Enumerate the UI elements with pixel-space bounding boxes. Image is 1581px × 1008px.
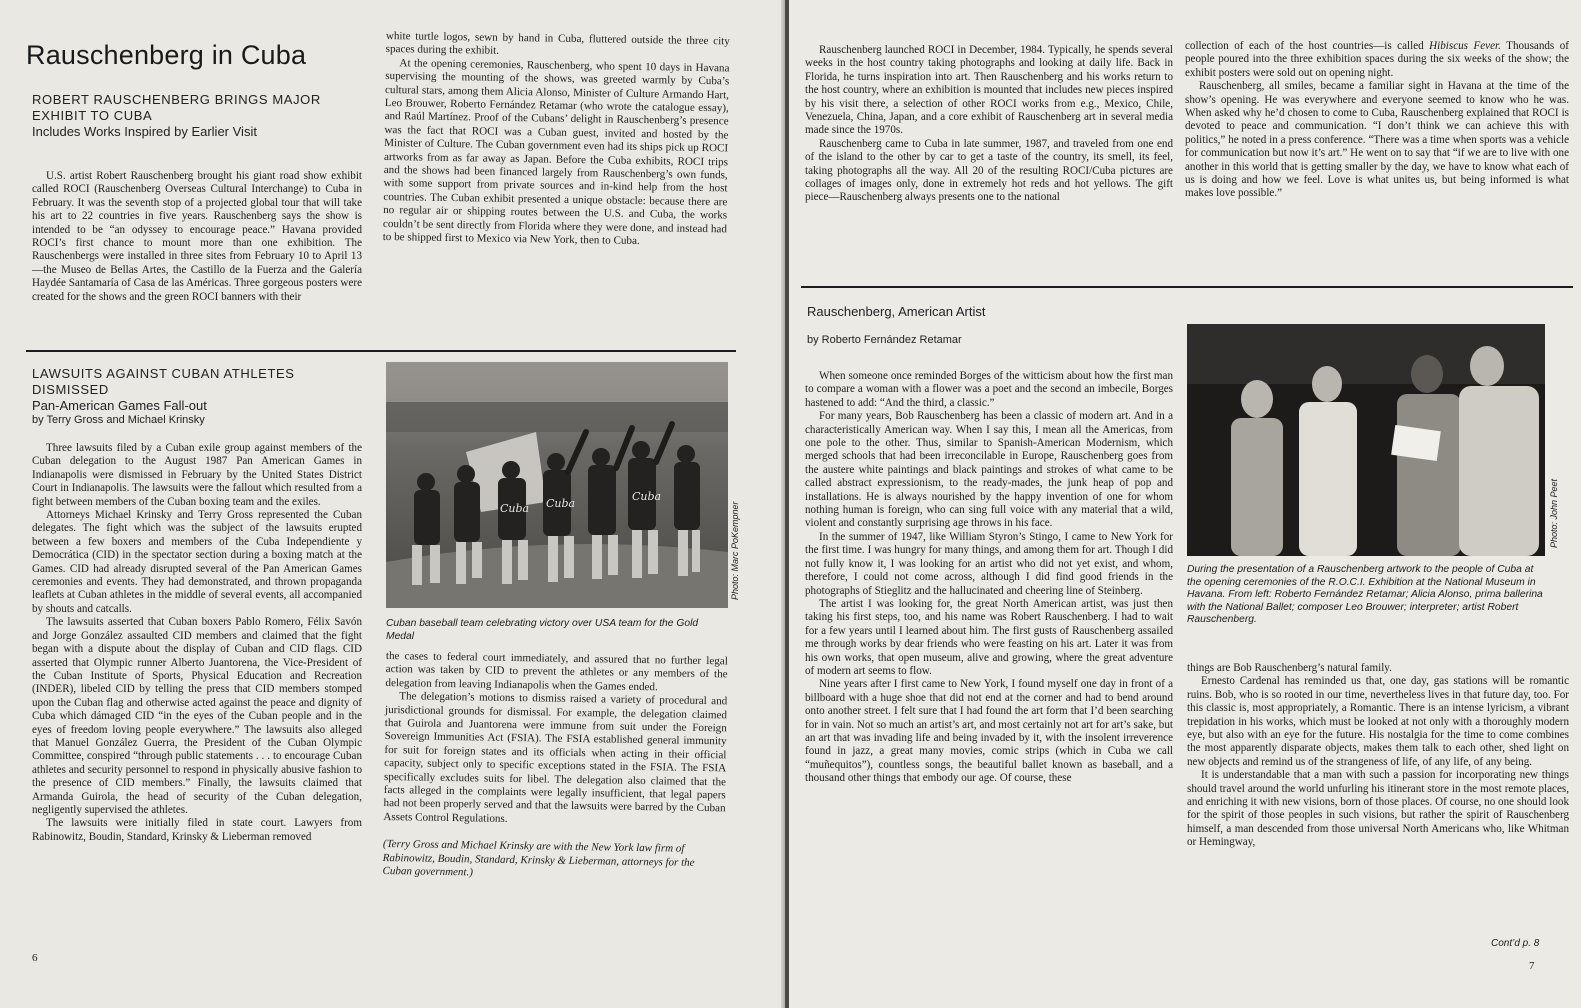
article1-kicker-2: EXHIBIT TO CUBA	[32, 108, 153, 123]
article1-kicker-1: ROBERT RAUSCHENBERG BRINGS MAJOR	[32, 92, 321, 107]
intro-column-1	[805, 44, 1173, 205]
paragraph: For many years, Bob Rauschenberg has been a classic of modern art. And in a characteristically American way. When I say this, I mean all the Americas, from one pole to the other. Thus, similar to Spanish-American Modernism, which merged schools that had been irreconcilable in Europe, Rauschenberg goes from the austere white paintings and black paintings and strokes of what came to be called abstract expressionism, to the ready-mades, the junk heap of pop and installations. He is always nourished by the happy invention of one for whom nothing human is foreign, who can sing full voice with any material that a wild, violent and constantly surprising age throws in his face.	[805, 410, 1173, 530]
article2-column-2	[382, 650, 728, 884]
ceremony-photo-caption: During the presentation of a Rauschenberg artwork to the people of Cuba at the opening ceremonies of the R.O.C.I. Exhibition at the National Museum in Havana. From left: Roberto Fernández Retamar; Alicia Alonso, prima ballerina with the National Ballet; composer Leo Brouwer; interpreter; artist Robert Rauschenberg.	[1187, 564, 1543, 626]
article2-kicker-1: LAWSUITS AGAINST CUBAN ATHLETES	[32, 366, 295, 381]
baseball-photo-caption-wrap	[386, 618, 726, 643]
paragraph: When someone once reminded Borges of the witticism about how the first man to compare a woman with a flower was a poet and the second an imbecile, Borges hastened to add: “And the third, a classic.”	[805, 370, 1173, 409]
section-divider	[801, 286, 1573, 288]
paragraph: Nine years after I first came to New York, I found myself one day in front of a billboard with a huge shoe that did not end at the corner and had to bend around onto another street. I felt sure that I had found the art form that I’d been searching for in vain. Not so much an artist’s art, and most certainly not art for art’s sake, but an art that was invading life and being invaded by it, with the insolent irreverence found in jazz, a great many movies, comic strips (which in Cuba we call “muñequitos”), countless songs, the beautiful ballet known as baseball, and a thousand other things that embody our age. Of course, these	[805, 678, 1173, 785]
article3-title: Rauschenberg, American Artist	[807, 304, 986, 319]
baseball-team-photo-image	[386, 362, 728, 608]
article1-column-2	[383, 30, 730, 250]
baseball-photo-caption: Cuban baseball team celebrating victory over USA team for the Gold Medal	[386, 618, 699, 642]
ceremony-photo-image	[1187, 324, 1545, 556]
jersey-lettering: Cuba	[546, 497, 576, 510]
page-number-right: 7	[1529, 960, 1535, 972]
article1-deck: Includes Works Inspired by Earlier Visit	[32, 124, 257, 139]
paragraph: The lawsuits were initially filed in state court. Lawyers from Rabinowitz, Boudin, Standard, Krinsky & Lieberman removed	[32, 817, 362, 843]
paragraph: Rauschenberg launched ROCI in December, 1984. Typically, he spends several weeks in the host country taking photographs and looking at daily life. Back in Florida, he turns inspiration into art. Then Rauschenberg and his works return to the host country, where an exhibition is mounted that includes new pieces inspired by his visit there, a selection of other ROCI works from e.g., Mexico, Chile, Venezuela, China, Japan, and a core exhibit of Rauschenberg art in several media made since the 1970s.	[805, 44, 1173, 137]
jersey-lettering: Cuba	[500, 502, 530, 515]
article3-header	[807, 304, 1167, 346]
right-page	[789, 0, 1581, 1008]
paragraph: In the summer of 1947, like William Styron’s Stingo, I came to New York for the first time. I was hungry for many things, and among them for art. Though I did not fully know it, I was looking for an artist who did not yet exist, and whom, therefore, I could not come across, although I did find good friends in the photographs of Stieglitz and the hallucinated and cheering line of Steinberg.	[805, 530, 1173, 597]
ceremony-photo	[1187, 324, 1545, 556]
paragraph	[1185, 40, 1569, 80]
paragraph: things are Bob Rauschenberg’s natural family.	[1187, 662, 1392, 674]
text-run: Thousands of people poured into the three exhibition spaces during the six weeks of the show; the exhibit posters were sold out on opening night.	[1185, 40, 1569, 79]
article2-deck: Pan-American Games Fall-out	[32, 398, 207, 413]
photo-credit-baseball: Photo: Marc PoKempner	[730, 501, 740, 600]
article2-kicker-2: DISMISSED	[32, 382, 109, 397]
article2-byline: by Terry Gross and Michael Krinsky	[32, 414, 205, 426]
page-number-left: 6	[32, 952, 38, 964]
baseball-team-photo	[386, 362, 728, 608]
article2-column-1	[32, 442, 362, 844]
article3-column-1	[805, 370, 1173, 786]
photo-credit-ceremony: Photo: John Peet	[1549, 478, 1559, 548]
paragraph: The artist I was looking for, the great North American artist, was just then taking his first steps, too, and his name was Robert Rauschenberg. I had to wait for a few years until I learned about him. The first gusts of Rauschenberg assailed me through works by dear friends who were feasting on his art. Later it was from his own works, that open museum, alive and growing, where the great adventure of modern art seems to flow.	[805, 597, 1173, 677]
paragraph: the cases to federal court immediately, and assured that no further legal action was taken by CID to prevent the athletes or any members of the delegation from leaving Indianapolis when the Games ended.	[385, 650, 728, 694]
paragraph: Three lawsuits filed by a Cuban exile group against members of the Cuban delegation to the August 1987 Pan American Games in Indianapolis were dismissed in February by the United States District Court in Indianapolis. The lawsuits were the fallout which resulted from a fight between members of the Cuban boxing team and the exiles.	[32, 442, 362, 508]
ceremony-photo-caption-wrap	[1187, 564, 1543, 627]
paragraph: Ernesto Cardenal has reminded us that, one day, gas stations will be romantic ruins. Bob, who is so rooted in our time, nevertheless lives in that future day, too. For this classic is, most appropriately, a Romantic. There is an intense lyricism, a vibrant trepidation in his works, which must be looked at not only with a thoroughly modern eye, but also with an eye for the future. His nostalgia for the time to come combines the most apparently disparate objects, makes them talk to each other, shed light on new objects and remind us of the strangeness of life, of any life, of any being.	[1187, 675, 1569, 768]
article1-column-1	[32, 170, 362, 304]
artwork-title: Hibiscus Fever.	[1429, 40, 1501, 52]
paragraph: Rauschenberg came to Cuba in late summer, 1987, and traveled from one end of the island to the other by car to get a taste of the country, its smell, its feel, taking photographs all the way. All 20 of the resulting ROCI/Cuba pictures are collages of images only, done in extremely hot reds and hot yellows. The gift piece—Rauschenberg always presents one to the national	[805, 137, 1173, 204]
article3-column-2	[1187, 662, 1569, 850]
paragraph: At the opening ceremonies, Rauschenberg, who spent 10 days in Havana supervising the mounting of the shows, was greeted warmly by Cuba’s cultural stars, among them Alicia Alonso, Minister of Culture Armando Hart, Leo Brouwer, Roberto Fernández Retamar (who wrote the catalogue essay), and Raúl Martínez. Proof of the Cubans’ delight in Rauschenberg’s presence was the fact that ROCI was a Cuban guest, invited and hosted by the Minister of Culture. The Cuban government even had its ships pick up ROCI artworks from as far away as Japan. Before the Cuba exhibits, ROCI trips and the shows had been financed largely from Rauschenberg’s own funds, with some support from private sources and in-kind help from the host countries. The Cuban exhibit presented a unique obstacle: because there are no regular air or shipping routes between the U.S. and Cuba, the works couldn’t be sent directly from Florida where they were done, and instead had to be shipped first to Mexico via New York, then to Cuba.	[382, 57, 730, 248]
jersey-lettering: Cuba	[632, 490, 662, 503]
paragraph: The delegation’s motions to dismiss raised a variety of procedural and jurisdictional grounds for dismissal. For example, the delegation claimed that Guirola and Juantorena were immune from suit under the Foreign Sovereign Immunities Act (FSIA). The FSIA established general immunity for suit for foreign states and its officials when acting in their official capacity, subject only to specific exceptions stated in the FSIA. The FSIA specifically excludes suits for libel. The delegation also claimed that the facts alleged in the complaints were legally insufficient, that legal papers had not been properly served and that the lawsuits were barred by the Cuban Assets Control Regulations.	[383, 690, 728, 825]
paragraph: U.S. artist Robert Rauschenberg brought his giant road show exhibit called ROCI (Rauschenberg Overseas Cultural Interchange) to Cuba in February. It was the seventh stop of a projected global tour that will take his art to 22 countries in five years. Rauschenberg says the show is intended to be “an odyssey to encourage peace.” Havana provided ROCI’s first chance to mount more than one exhibition. The Rauschenbergs were installed in three sites from February 10 to April 13—the Museo de Bellas Artes, the Castillo de la Fuerza and the Galería Haydée Santamaría of Casa de las Américas. Three gorgeous posters were created for the shows and the green ROCI banners with their	[32, 170, 362, 303]
article3-byline: by Roberto Fernández Retamar	[807, 334, 962, 346]
article1-header	[32, 92, 362, 140]
text-run: collection of each of the host countries—is called	[1185, 40, 1430, 52]
section-divider	[26, 350, 736, 352]
intro-column-2	[1185, 40, 1569, 201]
paragraph: Attorneys Michael Krinsky and Terry Gross represented the Cuban delegates. The fight which was the subject of the lawsuits erupted between a few boxers and members of the Cuba Independiente y Democrática (CID) in the spectator section during a boxing match at the Games. CID had already disrupted several of the Pan American Games ceremonies and events. They had demonstrated, and thrown propaganda leaflets at Cuban athletes in the middle of several events, all accompanied by shouts and catcalls.	[32, 509, 362, 615]
page-title: Rauschenberg in Cuba	[26, 40, 307, 70]
paragraph: Rauschenberg, all smiles, became a familiar sight in Havana at the time of the show’s opening. He was everywhere and everyone seemed to know who he was. When asked why he’d chosen to come to Cuba, Rauschenberg explained that ROCI is devoted to peace and communication. “I don’t think we can achieve this with politics,” he noted in a press conference. “There was a time when sports was a vehicle for communication but now it’s art.” He went on to say that “if we are to live with one another in this world that is getting smaller by the day, we have to know what each of us is doing and how we feel. Love is what unites us, but being informed is what makes love possible.”	[1185, 80, 1569, 200]
author-note: (Terry Gross and Michael Krinsky are with the New York law firm of Rabinowitz, Boudin, Standard, Krinsky & Lieberman, attorneys for the Cuban government.)	[382, 838, 695, 879]
continued-note: Cont’d p. 8	[1491, 938, 1540, 949]
paragraph: The lawsuits asserted that Cuban boxers Pablo Romero, Félix Savón and Jorge González assaulted CID members and claimed that the fight began with a dispute about the display of Cuban and CID flags. CID asserted that Olympic runner Alberto Juantorena, the Vice-President of the Cuban Institute of Sports, Physical Education and Recreation (INDER), libeled CID by telling the press that CID members stomped upon the Cuban flag and otherwise acted against the peace and dignity of Cuba which dámaged CID “in the eyes of the Cuban people and in the eyes of freedom loving people everywhere.” The lawsuits also alleged that Manuel González Guerra, the President of the Cuban Olympic Committee, conspired “through public statements . . . to encourage Cuban athletes and security personnel to respond in physically abusive fashion to the presence of CID members.” Finally, the lawsuits claimed that Armanda Guirola, the head of security of the Cuban delegation, negligently supervised the athletes.	[32, 616, 362, 816]
paragraph: white turtle logos, sewn by hand in Cuba, fluttered outside the three city spaces during the exhibit.	[385, 30, 730, 58]
article2-header	[32, 366, 362, 426]
left-page	[0, 0, 785, 1008]
paragraph: It is understandable that a man with such a passion for incorporating new things should travel around the world unfurling his itinerant store in the most remote places, and enriching it with new visions, born of those places. Of course, no one should look for the spirit of those peoples in such visions, but rather the spirit of Rauschenberg himself, a man descended from those universal North Americans who, like Whitman or Hemingway,	[1187, 769, 1569, 849]
